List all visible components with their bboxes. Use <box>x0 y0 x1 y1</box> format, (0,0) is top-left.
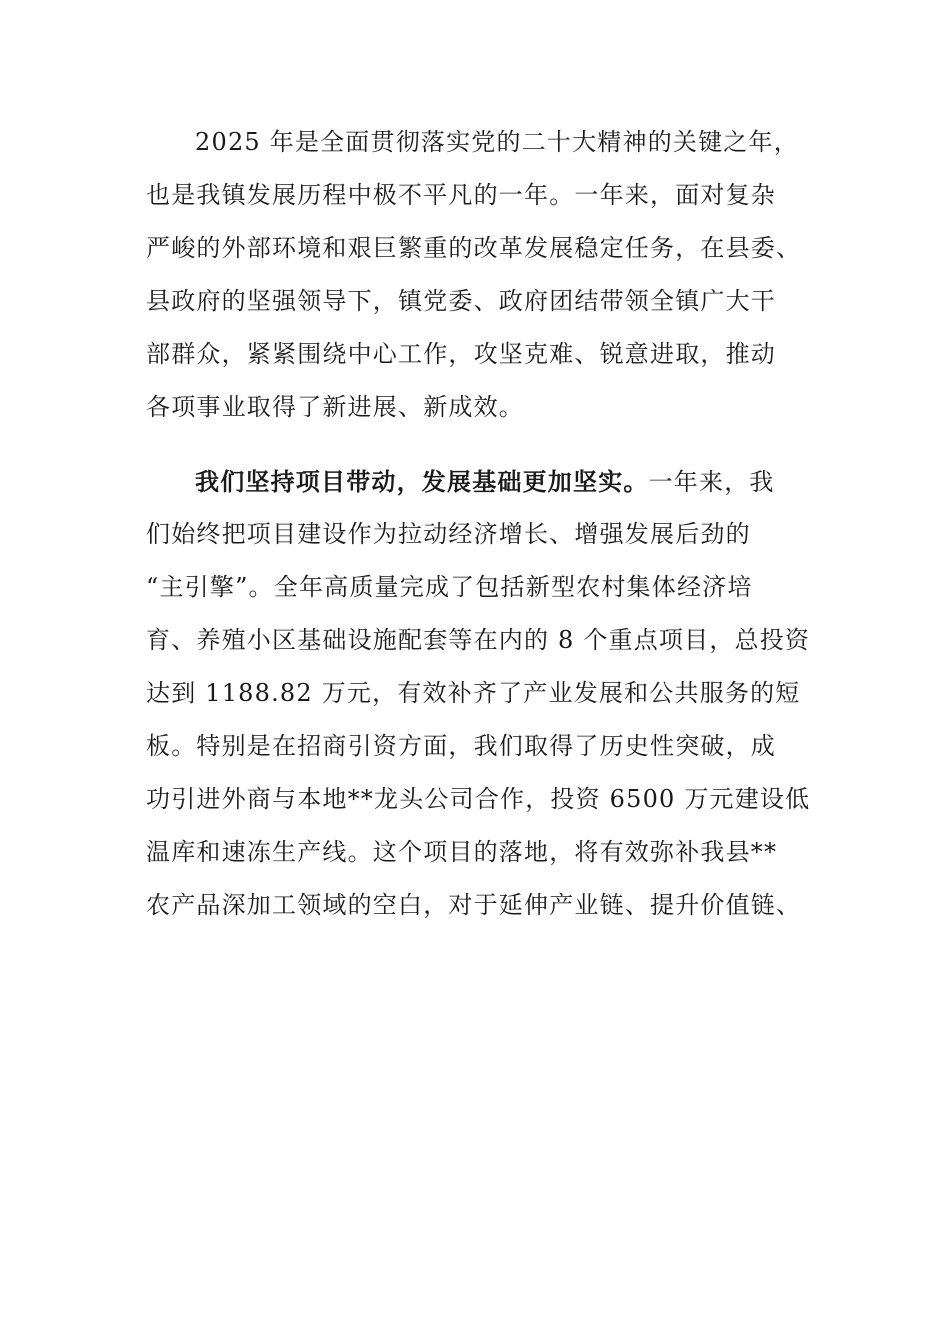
text-line: 2025 年是全面贯彻落实党的二十大精神的关键之年， <box>195 128 799 156</box>
paragraph-gap <box>146 434 811 455</box>
paragraph-1 <box>146 116 811 434</box>
text-line: 们始终把项目建设作为拉动经济增长、增强发展后劲的 <box>146 520 751 548</box>
text-line: 温库和速冻生产线。这个项目的落地，将有效弥补我县** <box>146 838 778 866</box>
text-line: 功引进外商与本地**龙头公司合作，投资 6500 万元建设低 <box>146 785 811 813</box>
heading-continuation: 一年来，我 <box>648 468 775 496</box>
text-line: 农产品深加工领域的空白，对于延伸产业链、提升价值链、 <box>146 891 802 919</box>
document-body <box>146 116 811 932</box>
paragraph-2 <box>146 455 811 932</box>
text-line: 各项事业取得了新进展、新成效。 <box>146 393 524 421</box>
text-line: 板。特别是在招商引资方面，我们取得了历史性突破，成 <box>146 732 776 760</box>
text-line: 也是我镇发展历程中极不平凡的一年。一年来，面对复杂 <box>146 181 776 209</box>
text-line: 严峻的外部环境和艰巨繁重的改革发展稳定任务，在县委、 <box>146 234 802 262</box>
text-line: “主引擎”。全年高质量完成了包括新型农村集体经济培 <box>146 573 753 601</box>
text-line: 育、养殖小区基础设施配套等在内的 8 个重点项目，总投资 <box>146 626 811 654</box>
text-line <box>146 455 811 508</box>
text-line: 达到 1188.82 万元，有效补齐了产业发展和公共服务的短 <box>146 679 801 707</box>
section-heading: 我们坚持项目带动，发展基础更加坚实。 <box>195 467 649 496</box>
text-line: 县政府的坚强领导下，镇党委、政府团结带领全镇广大干 <box>146 287 776 315</box>
text-line: 部群众，紧紧围绕中心工作，攻坚克难、锐意进取，推动 <box>146 340 776 368</box>
